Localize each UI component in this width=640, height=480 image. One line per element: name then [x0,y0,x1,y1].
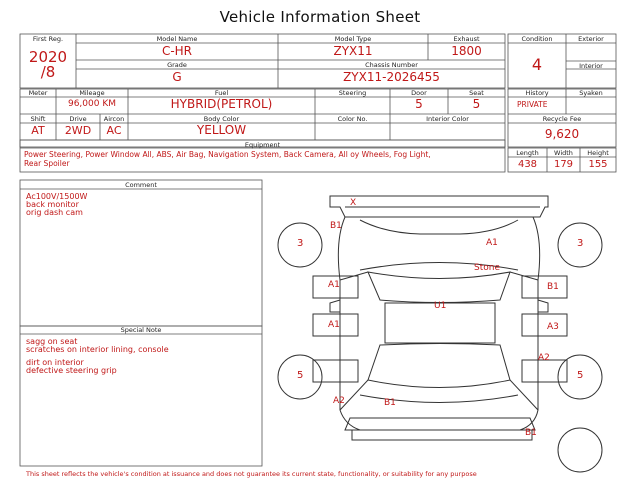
chassis-label: Chassis Number [365,61,418,69]
aircon-value: AC [106,124,122,137]
damage-mark-left-rear-a2: A2 [333,396,345,406]
damage-mark-hood-a1: A1 [486,238,498,248]
fuel-label: Fuel [214,89,229,97]
height-value: 155 [588,159,608,170]
disclaimer-footer: This sheet reflects the vehicle's condition at issuance and does not guarantee its current state, functionality, or suitability for any purpose [26,470,477,478]
door-label: Door [411,89,427,97]
model-type-label: Model Type [334,35,372,43]
wheel-front-right-rating: 3 [577,238,584,249]
first-reg-month: /8 [40,63,56,81]
door-value: 5 [415,97,423,111]
body-color-label: Body Color [203,115,240,123]
damage-mark-left-front-a1: A1 [328,280,340,290]
width-label: Width [554,149,573,157]
comment-line-2: back monitor [26,200,79,209]
height-label: Height [587,149,609,157]
damage-mark-front-x: X [350,198,357,208]
grade-value: G [172,70,182,84]
exhaust-label: Exhaust [453,35,480,43]
special-note-line-1: sagg on seat [26,337,78,346]
damage-mark-rear-b1: B1 [384,398,396,408]
history-value: PRIVATE [517,100,548,109]
comment-label: Comment [125,181,157,189]
damage-mark-right-front-b1: B1 [547,282,559,292]
seat-value: 5 [472,97,481,111]
damage-mark-bumper-b1: B1 [525,428,537,438]
model-name-label: Model Name [156,35,198,43]
shift-label: Shift [30,115,46,123]
body-color-value: YELLOW [196,123,247,137]
first-reg-year: 2020 [28,48,68,66]
seat-label: Seat [469,89,484,97]
equipment-label: Equipment [244,141,281,149]
special-note-label: Special Note [120,326,162,334]
damage-mark-left-rear-a1: A1 [328,320,340,330]
damage-mark-stone: Stone [474,263,500,273]
mileage-label: Mileage [79,89,105,97]
model-name-value: C-HR [161,44,193,58]
syaken-label: Syaken [579,89,603,97]
grade-label: Grade [167,61,187,69]
fuel-value: HYBRID(PETROL) [170,97,273,111]
comment-line-1: Ac100V/1500W [26,192,88,201]
length-label: Length [516,149,539,157]
equipment-value: Power Steering, Power Window All, ABS, Air Bag, Navigation System, Back Camera, All oy Wheels, Fog Light, Rear Spoiler [24,150,431,168]
sheet-title: Vehicle Information Sheet [219,8,421,26]
meter-label: Meter [28,89,48,97]
drive-label: Drive [69,115,87,123]
damage-mark-roof-u1: U1 [434,301,447,311]
condition-value: 4 [531,55,543,74]
special-note-line-3: dirt on interior [26,358,84,367]
wheel-rear-left-rating: 5 [297,370,304,381]
length-value: 438 [517,159,538,170]
damage-mark-front-b1: B1 [330,221,342,231]
color-no-label: Color No. [337,115,368,123]
condition-label: Condition [521,35,553,43]
first-reg-label: First Reg. [32,35,64,43]
recycle-fee-label: Recycle Fee [542,115,582,123]
recycle-fee-value: 9,620 [544,127,580,141]
drive-value: 2WD [64,124,92,137]
damage-mark-right-rear-a2: A2 [538,353,550,363]
comment-line-3: orig dash cam [26,208,83,217]
car-diagram [278,196,602,472]
wheel-front-left-rating: 3 [297,238,304,249]
steering-label: Steering [338,89,367,97]
wheel-rear-right-rating: 5 [577,370,584,381]
interior-color-label: Interior Color [426,115,469,123]
chassis-value: ZYX11-2026455 [343,70,440,84]
exhaust-value: 1800 [451,44,482,58]
damage-mark-right-a3: A3 [547,322,559,332]
width-value: 179 [553,159,574,170]
model-type-value: ZYX11 [333,44,373,58]
interior-label: Interior [579,62,603,70]
aircon-label: Aircon [103,115,125,123]
special-note-line-4: defective steering grip [26,366,117,375]
special-note-line-2: scratches on interior lining, console [26,345,169,354]
mileage-value: 96,000 KM [67,99,117,109]
exterior-label: Exterior [578,35,604,43]
shift-value: AT [31,124,45,137]
history-label: History [525,89,549,97]
